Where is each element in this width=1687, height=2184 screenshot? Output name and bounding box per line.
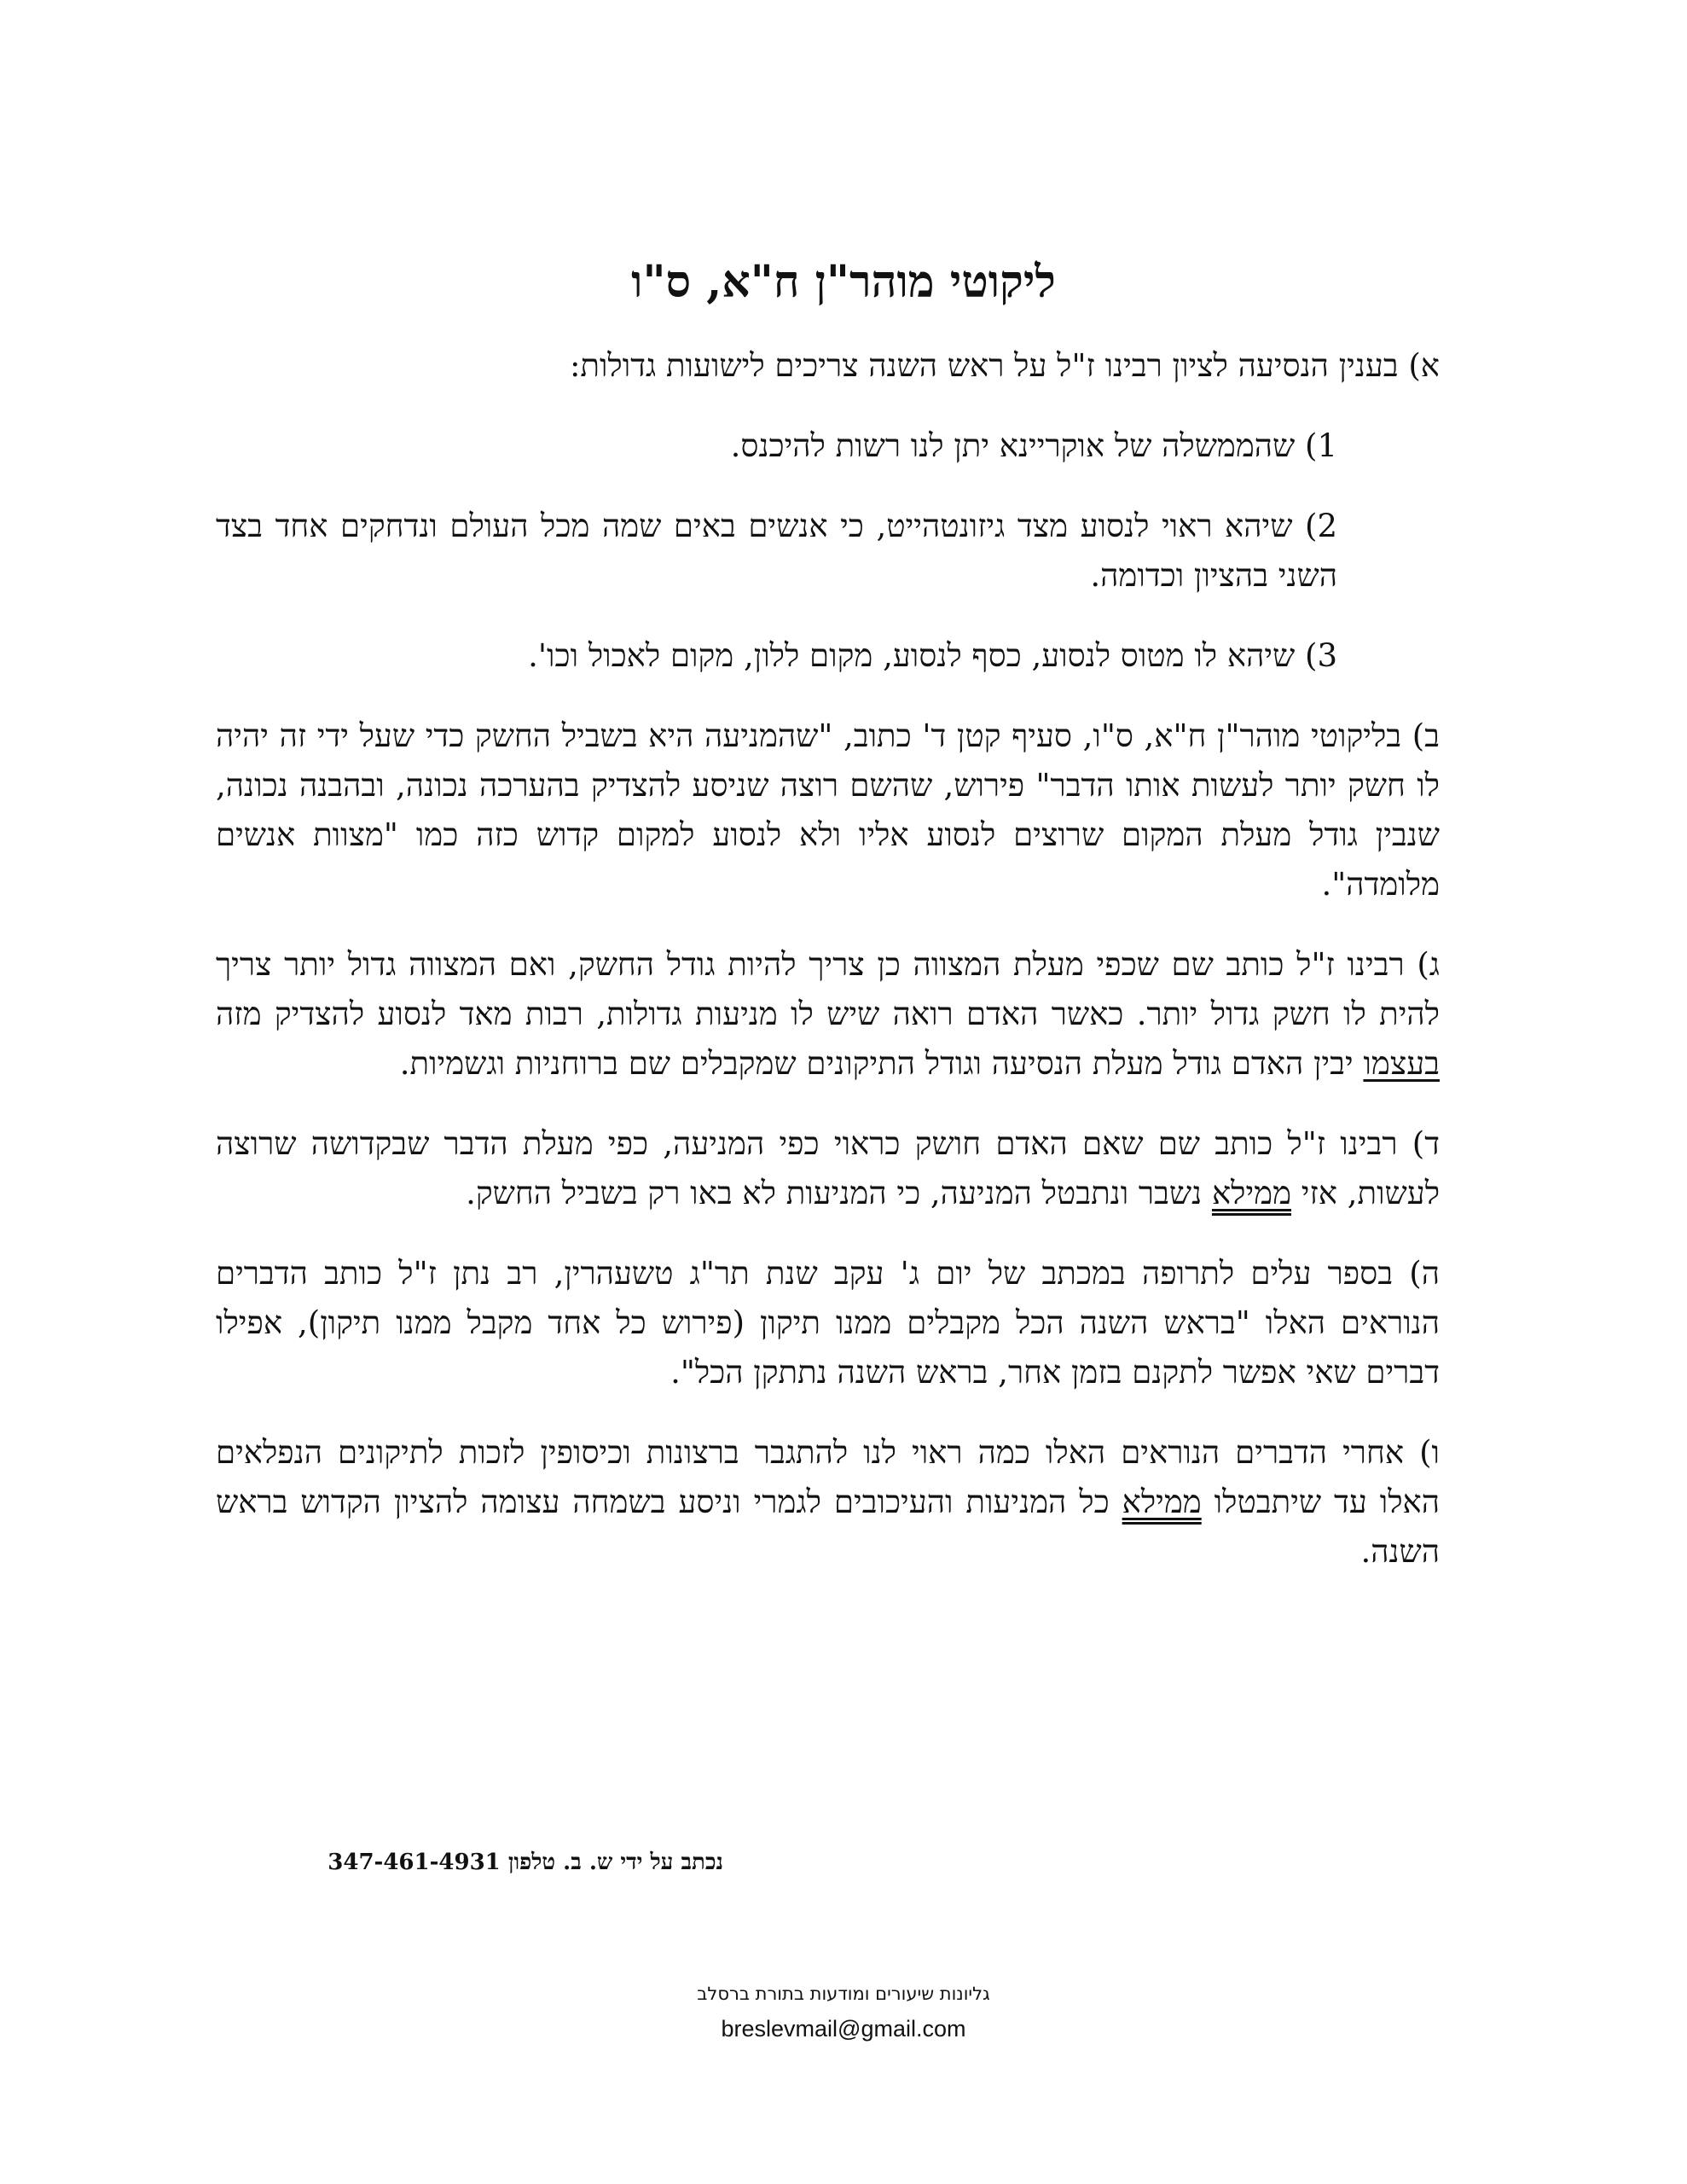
page-title: ליקוטי מוהר"ן ח"א, ס"ו xyxy=(631,256,1056,308)
section-d-underlined-word: ממילא xyxy=(1211,1175,1292,1211)
section-a-item-3: 3) שיהא לו מטוס לנסוע, כסף לנסוע, מקום ללון, מקום לאכול וכו'. xyxy=(528,637,1337,674)
section-h: ה) בספר עלים לתרופה במכתב של יום ג' עקב שנת תר"ג טשעהרין, רב נתן ז"ל כותב הדברים הנוראים האלו "בראש השנה הכל מקבלים ממנו תיקון (פירוש כל אחד מקבל ממנו תיקון), אפילו דברים שאי אפשר לתקנם בזמן אחר, בראש השנה נתתקן הכל". xyxy=(216,1255,1440,1391)
author-credit xyxy=(220,1850,723,1875)
section-d-text-end: נשבר ונתבטל המניעה, כי המניעות לא באו רק בשביל החשק. xyxy=(466,1175,1212,1211)
section-g xyxy=(216,940,1440,1089)
footer-tagline: גליונות שיעורים ומודעות בתורת ברסלב xyxy=(697,1984,990,2004)
section-g-underlined-word: בעצמו xyxy=(1363,1045,1440,1082)
credit-phone: 347-461-4931 xyxy=(328,1850,501,1875)
footer-email: breslevmail@gmail.com xyxy=(721,2016,966,2042)
section-d-text-start: ד) רבינו ז"ל כותב שם שאם האדם חושק כראוי כפי המניעה, כפי מעלת הדבר שבקדושה שרוצה לעשות, אזי xyxy=(216,1125,1440,1211)
section-a-intro: א) בענין הנסיעה לציון רבינו ז"ל על ראש השנה צריכים לישועות גדולות: xyxy=(569,347,1440,384)
page-footer xyxy=(0,1984,1687,2042)
section-a-item-1: 1) שהממשלה של אוקריינא יתן לנו רשות להיכנס. xyxy=(730,427,1337,464)
section-g-text-end: יבין האדם גודל מעלת הנסיעה וגודל התיקונים שמקבלים שם ברוחניות וגשמיות. xyxy=(399,1045,1364,1082)
credit-text: נכתב על ידי ש. ב. טלפון xyxy=(507,1850,723,1875)
section-d xyxy=(216,1119,1440,1218)
document-body xyxy=(216,341,1440,1607)
section-v xyxy=(216,1428,1440,1577)
section-v-text-end: כל המניעות והעיכובים לגמרי וניסע בשמחה עצומה להציון הקדוש בראש השנה. xyxy=(216,1484,1440,1570)
section-b: ב) בליקוטי מוהר"ן ח"א, ס"ו, סעיף קטן ד' כתוב, "שהמניעה היא בשביל החשק כדי שעל ידי זה יהיה לו חשק יותר לעשות אותו הדבר" פירוש, שהשם רוצה שניסע להצדיק בהערכה נכונה, ובהבנה נכונה, שנבין גודל מעלת המקום שרוצים לנסוע אליו ולא לנסוע למקום קדוש כזה כמו "מצוות אנשים מלומדה". xyxy=(216,717,1440,903)
section-v-text-start: ו) אחרי הדברים הנוראים האלו כמה ראוי לנו להתגבר ברצונות וכיסופין לזכות לתיקונים הנפלאים האלו עד שיתבטלו xyxy=(216,1434,1441,1520)
section-a-item-2: 2) שיהא ראוי לנסוע מצד גיזונטהייט, כי אנשים באים שמה מכל העולם ונדחקים אחד בצד השני בהציון וכדומה. xyxy=(216,508,1337,594)
section-g-text-start: ג) רבינו ז"ל כותב שם שכפי מעלת המצווה כן צריך להיות גודל החשק, ואם המצווה גדול יותר צריך להית לו חשק גדול יותר. כאשר האדם רואה שיש לו מניעות גדולות, רבות מאד לנסוע להצדיק מזה xyxy=(216,946,1440,1032)
section-v-underlined-word: ממילא xyxy=(1122,1484,1202,1520)
